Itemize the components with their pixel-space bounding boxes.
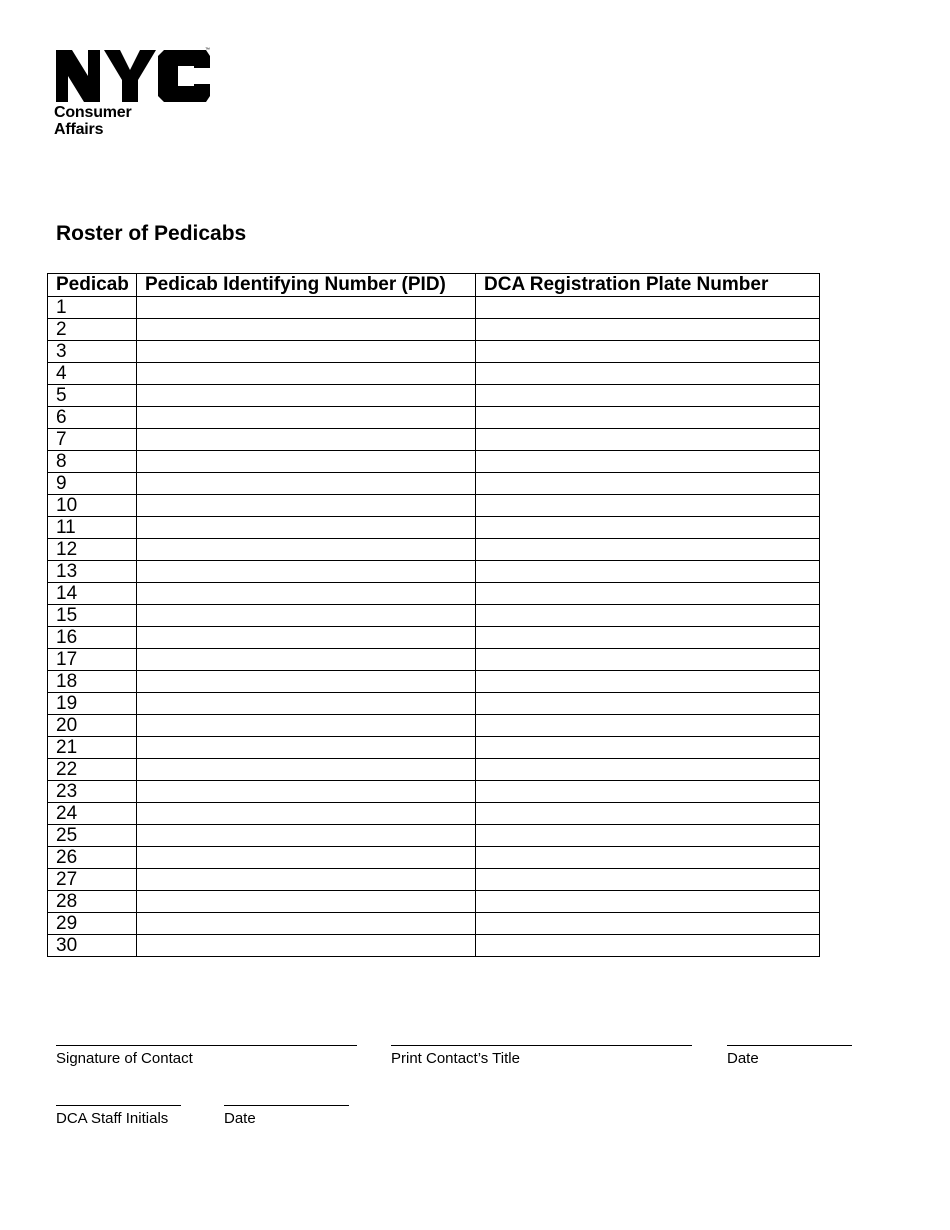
table-row: [48, 825, 820, 847]
plate-number-cell[interactable]: [476, 847, 820, 869]
plate-number-cell[interactable]: [476, 671, 820, 693]
table-row: [48, 803, 820, 825]
plate-number-cell[interactable]: [476, 319, 820, 341]
pid-cell[interactable]: [137, 781, 476, 803]
staff-date-label: Date: [224, 1110, 256, 1127]
plate-number-cell[interactable]: [476, 737, 820, 759]
plate-number-cell[interactable]: [476, 517, 820, 539]
pedicab-number-cell: 5: [48, 385, 137, 407]
pedicab-number-cell: 6: [48, 407, 137, 429]
pedicab-number-cell: 10: [48, 495, 137, 517]
pid-cell[interactable]: [137, 869, 476, 891]
pedicab-number-cell: 2: [48, 319, 137, 341]
table-row: [48, 671, 820, 693]
staff-date-line[interactable]: [224, 1105, 349, 1106]
table-row: [48, 407, 820, 429]
pedicab-number-cell: 15: [48, 605, 137, 627]
plate-number-cell[interactable]: [476, 473, 820, 495]
plate-number-cell[interactable]: [476, 891, 820, 913]
pedicab-number-cell: 30: [48, 935, 137, 957]
table-row: [48, 297, 820, 319]
pedicab-number-cell: 23: [48, 781, 137, 803]
pid-cell[interactable]: [137, 627, 476, 649]
table-row: [48, 737, 820, 759]
pid-cell[interactable]: [137, 671, 476, 693]
page-title: Roster of Pedicabs: [56, 222, 247, 245]
pedicab-number-cell: 21: [48, 737, 137, 759]
plate-number-cell[interactable]: [476, 935, 820, 957]
plate-number-cell[interactable]: [476, 407, 820, 429]
pedicab-number-cell: 17: [48, 649, 137, 671]
plate-number-cell[interactable]: [476, 605, 820, 627]
pedicab-number-cell: 18: [48, 671, 137, 693]
signature-of-contact-label: Signature of Contact: [56, 1050, 193, 1067]
plate-number-cell[interactable]: [476, 539, 820, 561]
table-row: [48, 605, 820, 627]
table-row: [48, 869, 820, 891]
signature-of-contact-block: [56, 1045, 357, 1067]
table-row: [48, 319, 820, 341]
logo-line-consumer: Consumer: [54, 104, 132, 121]
staff-initials-label: DCA Staff Initials: [56, 1110, 169, 1127]
pedicab-number-cell: 20: [48, 715, 137, 737]
plate-number-cell[interactable]: [476, 781, 820, 803]
plate-number-cell[interactable]: [476, 583, 820, 605]
pedicab-number-cell: 13: [48, 561, 137, 583]
contact-title-block: [391, 1045, 692, 1067]
pedicab-roster-table: [47, 273, 820, 957]
table-row: [48, 627, 820, 649]
table-row: [48, 891, 820, 913]
table-row: [48, 715, 820, 737]
header-pid: Pedicab Identifying Number (PID): [137, 274, 476, 297]
table-row: [48, 451, 820, 473]
pid-cell[interactable]: [137, 803, 476, 825]
plate-number-cell[interactable]: [476, 561, 820, 583]
pedicab-number-cell: 11: [48, 517, 137, 539]
pid-cell[interactable]: [137, 297, 476, 319]
staff-initials-line[interactable]: [56, 1105, 181, 1106]
pid-cell[interactable]: [137, 385, 476, 407]
plate-number-cell[interactable]: [476, 715, 820, 737]
plate-number-cell[interactable]: [476, 363, 820, 385]
pedicab-number-cell: 12: [48, 539, 137, 561]
header-plate: DCA Registration Plate Number: [476, 274, 820, 297]
table-row: [48, 517, 820, 539]
pid-cell[interactable]: [137, 737, 476, 759]
table-header-row: [48, 274, 820, 297]
pid-cell[interactable]: [137, 759, 476, 781]
svg-text:™: ™: [205, 47, 210, 53]
plate-number-cell[interactable]: [476, 649, 820, 671]
pid-cell[interactable]: [137, 649, 476, 671]
table-row: [48, 913, 820, 935]
pid-cell[interactable]: [137, 561, 476, 583]
pid-cell[interactable]: [137, 847, 476, 869]
table-row: [48, 473, 820, 495]
pid-cell[interactable]: [137, 319, 476, 341]
table-row: [48, 341, 820, 363]
plate-number-cell[interactable]: [476, 759, 820, 781]
pid-cell[interactable]: [137, 473, 476, 495]
pid-cell[interactable]: [137, 583, 476, 605]
pedicab-number-cell: 28: [48, 891, 137, 913]
pid-cell[interactable]: [137, 825, 476, 847]
table-row: [48, 847, 820, 869]
contact-title-line[interactable]: [391, 1045, 692, 1046]
table-row: [48, 583, 820, 605]
table-row: [48, 429, 820, 451]
table-row: [48, 781, 820, 803]
pid-cell[interactable]: [137, 715, 476, 737]
pedicab-number-cell: 27: [48, 869, 137, 891]
plate-number-cell[interactable]: [476, 429, 820, 451]
pid-cell[interactable]: [137, 891, 476, 913]
pedicab-number-cell: 24: [48, 803, 137, 825]
table-row: [48, 363, 820, 385]
pedicab-number-cell: 22: [48, 759, 137, 781]
pedicab-number-cell: 16: [48, 627, 137, 649]
plate-number-cell[interactable]: [476, 825, 820, 847]
pedicab-number-cell: 29: [48, 913, 137, 935]
pid-cell[interactable]: [137, 495, 476, 517]
plate-number-cell[interactable]: [476, 693, 820, 715]
signature-line[interactable]: [56, 1045, 357, 1046]
pid-cell[interactable]: [137, 539, 476, 561]
nyc-consumer-affairs-logo: [54, 46, 214, 138]
table-row: [48, 495, 820, 517]
table-row: [48, 649, 820, 671]
table-row: [48, 385, 820, 407]
pid-cell[interactable]: [137, 605, 476, 627]
table-body: [48, 297, 820, 957]
pedicab-number-cell: 9: [48, 473, 137, 495]
plate-number-cell[interactable]: [476, 869, 820, 891]
logo-line-affairs: Affairs: [54, 121, 104, 138]
table-row: [48, 539, 820, 561]
contact-date-line[interactable]: [727, 1045, 852, 1046]
pid-cell[interactable]: [137, 913, 476, 935]
pedicab-number-cell: 25: [48, 825, 137, 847]
pedicab-number-cell: 4: [48, 363, 137, 385]
pid-cell[interactable]: [137, 517, 476, 539]
pedicab-number-cell: 1: [48, 297, 137, 319]
pid-cell[interactable]: [137, 363, 476, 385]
staff-initials-block: [56, 1105, 181, 1127]
table-row: [48, 935, 820, 957]
pid-cell[interactable]: [137, 935, 476, 957]
plate-number-cell[interactable]: [476, 451, 820, 473]
staff-date-block: [224, 1105, 349, 1127]
plate-number-cell[interactable]: [476, 341, 820, 363]
pid-cell[interactable]: [137, 407, 476, 429]
pid-cell[interactable]: [137, 451, 476, 473]
table-row: [48, 759, 820, 781]
contact-title-label: Print Contact’s Title: [391, 1050, 520, 1067]
pid-cell[interactable]: [137, 341, 476, 363]
plate-number-cell[interactable]: [476, 297, 820, 319]
contact-date-block: [727, 1045, 852, 1067]
plate-number-cell[interactable]: [476, 913, 820, 935]
plate-number-cell[interactable]: [476, 803, 820, 825]
pedicab-number-cell: 14: [48, 583, 137, 605]
plate-number-cell[interactable]: [476, 385, 820, 407]
table-row: [48, 693, 820, 715]
plate-number-cell[interactable]: [476, 495, 820, 517]
pedicab-number-cell: 19: [48, 693, 137, 715]
pid-cell[interactable]: [137, 693, 476, 715]
pedicab-number-cell: 26: [48, 847, 137, 869]
pid-cell[interactable]: [137, 429, 476, 451]
pedicab-number-cell: 8: [48, 451, 137, 473]
header-pedicab: Pedicab: [48, 274, 137, 297]
plate-number-cell[interactable]: [476, 627, 820, 649]
pedicab-number-cell: 7: [48, 429, 137, 451]
pedicab-number-cell: 3: [48, 341, 137, 363]
contact-date-label: Date: [727, 1050, 759, 1067]
table-row: [48, 561, 820, 583]
nyc-logo-icon: [54, 46, 212, 104]
